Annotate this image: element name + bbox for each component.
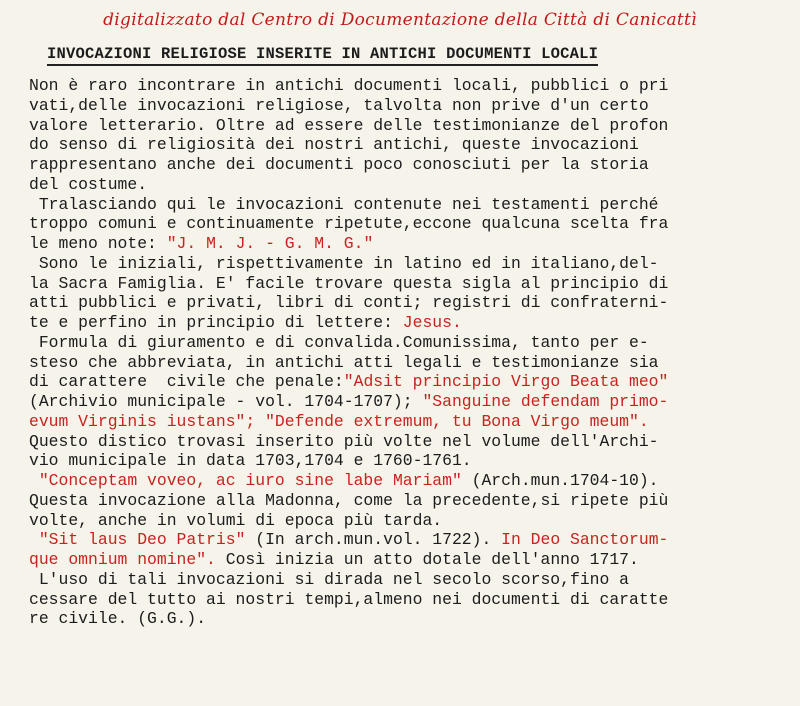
body-text: do senso di religiosità dei nostri antichi, queste invocazioni <box>29 135 639 155</box>
document-body <box>29 76 789 629</box>
red-invocation-text: "Sit laus Deo Patris" <box>38 530 246 550</box>
text-line <box>29 274 789 294</box>
body-text: di carattere civile che penale: <box>29 372 344 392</box>
red-invocation-text: "Adsit principio Virgo Beata meo" <box>343 372 669 392</box>
body-text <box>29 471 39 490</box>
body-text: le meno note: <box>29 234 167 253</box>
text-line <box>29 550 789 570</box>
text-line <box>29 195 789 215</box>
body-text: rappresentano anche dei documenti poco conosciuti per la storia <box>29 155 649 174</box>
body-text: Così inizia un atto dotale dell'anno 1717. <box>215 550 639 569</box>
body-text: la Sacra Famiglia. E' facile trovare questa sigla al principio di <box>29 273 669 293</box>
red-invocation-text: Jesus. <box>402 313 462 332</box>
text-line <box>29 333 789 353</box>
document-title: INVOCAZIONI RELIGIOSE INSERITE IN ANTICHI DOCUMENTI LOCALI <box>47 45 598 66</box>
body-text: vati,delle invocazioni religiose, talvolta non prive d'un certo <box>29 95 649 115</box>
digitization-watermark: digitalizzato dal Centro di Documentazione della Città di Canicattì <box>103 10 697 30</box>
body-text: L'uso di tali invocazioni si dirada nel secolo scorso,fino a <box>29 569 629 589</box>
text-line <box>29 609 789 629</box>
body-text: valore letterario. Oltre ad essere delle testimonianze del profon <box>29 115 669 135</box>
body-text: Tralasciando qui le invocazioni contenute nei testamenti perché <box>29 194 659 214</box>
text-line <box>29 570 789 590</box>
text-line <box>29 234 789 254</box>
text-line <box>29 451 789 471</box>
text-line <box>29 372 789 392</box>
body-text: te e perfino in principio di lettere: <box>29 313 403 332</box>
text-line <box>29 392 789 412</box>
red-invocation-text: "Conceptam voveo, ac iuro sine labe Mariam" <box>38 471 462 490</box>
body-text: re civile. (G.G.). <box>29 609 207 629</box>
text-line <box>29 135 789 155</box>
text-line <box>29 155 789 175</box>
text-line <box>29 254 789 274</box>
body-text <box>29 530 39 549</box>
text-line <box>29 353 789 373</box>
text-line <box>29 96 789 116</box>
text-line <box>29 293 789 313</box>
body-text: Questa invocazione alla Madonna, come la precedente,si ripete più <box>29 490 669 510</box>
body-text: Questo distico trovasi inserito più volte nel volume dell'Archi- <box>29 431 659 451</box>
body-text: Sono le iniziali, rispettivamente in latino ed in italiano,del- <box>29 253 659 273</box>
body-text: (In arch.mun.vol. 1722). <box>245 530 502 550</box>
text-line <box>29 313 789 333</box>
text-line <box>29 491 789 511</box>
body-text: (Arch.mun.1704-10). <box>461 471 659 490</box>
body-text: volte, anche in volumi di epoca più tarda. <box>29 510 443 530</box>
body-text: cessare del tutto ai nostri tempi,almeno nei documenti di caratte <box>29 589 669 609</box>
red-invocation-text: que omnium nomine". <box>29 550 216 569</box>
body-text: steso che abbreviata, in antichi atti legali e testimonianze sia <box>29 352 659 372</box>
text-line <box>29 511 789 531</box>
red-invocation-text: In Deo Sanctorum- <box>501 530 669 550</box>
text-line <box>29 412 789 432</box>
text-line <box>29 471 789 491</box>
body-text: atti pubblici e privati, libri di conti; registri di confraterni- <box>29 293 669 313</box>
text-line <box>29 214 789 234</box>
red-invocation-text: evum Virginis iustans"; "Defende extremum, tu Bona Virgo meum". <box>29 411 649 431</box>
body-text: Formula di giuramento e di convalida.Comunissima, tanto per e- <box>29 332 649 352</box>
text-line <box>29 530 789 550</box>
body-text: del costume. <box>29 174 148 194</box>
text-line <box>29 432 789 452</box>
text-line <box>29 175 789 195</box>
text-line <box>29 116 789 136</box>
text-line <box>29 76 789 96</box>
body-text: troppo comuni e continuamente ripetute,eccone qualcuna scelta fra <box>29 214 669 234</box>
text-line <box>29 590 789 610</box>
red-invocation-text: "Sanguine defendam primo- <box>422 392 669 411</box>
body-text: vio municipale in data 1703,1704 e 1760-1761. <box>29 451 472 471</box>
red-invocation-text: "J. M. J. - G. M. G." <box>166 234 374 253</box>
body-text: Non è raro incontrare in antichi documenti locali, pubblici o pri <box>29 76 669 95</box>
body-text: (Archivio municipale - vol. 1704-1707); <box>29 392 423 411</box>
